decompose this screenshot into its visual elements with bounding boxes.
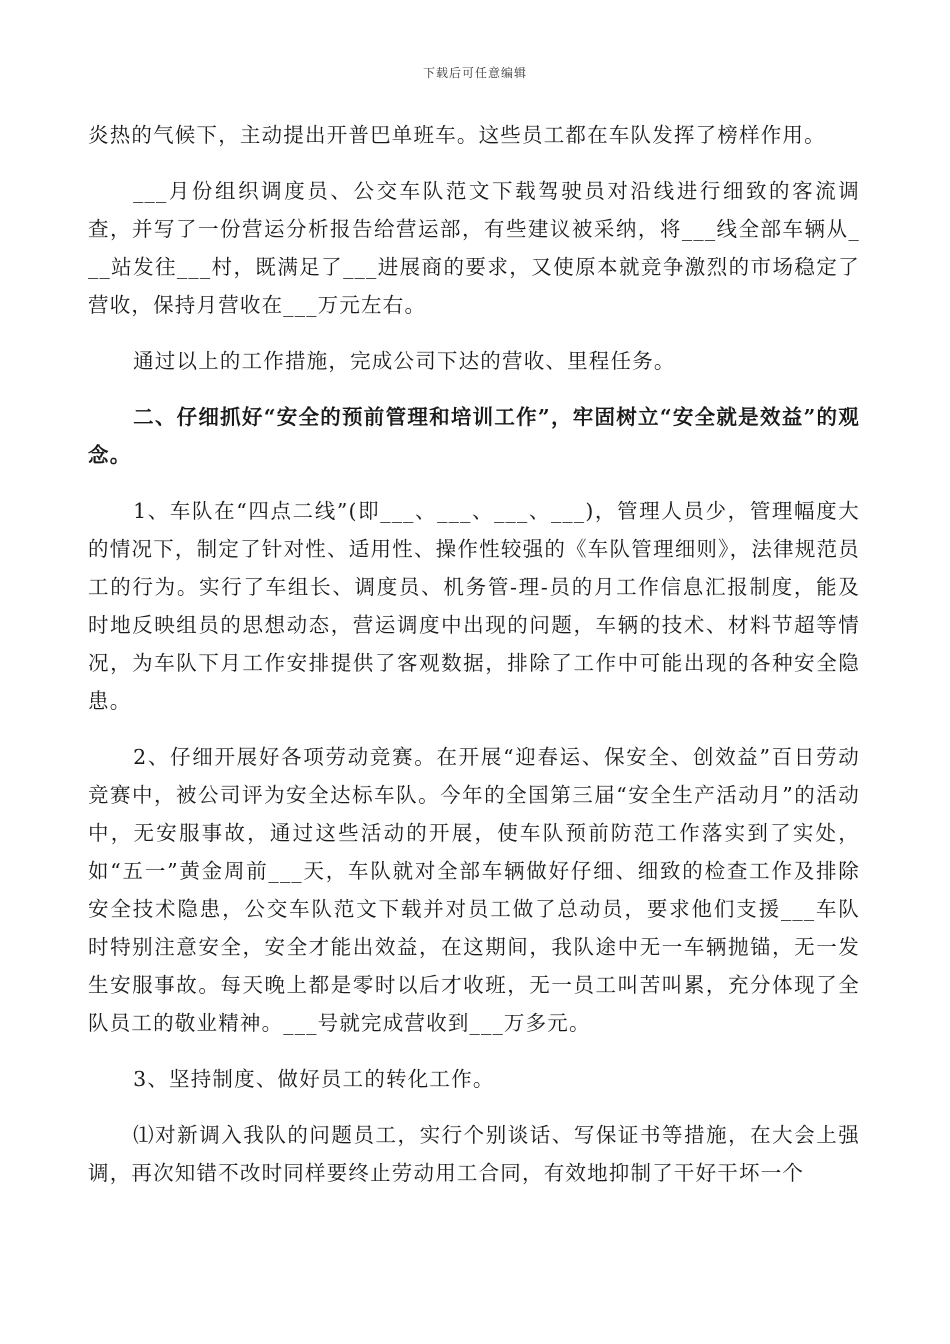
paragraph-summary: 通过以上的工作措施，完成公司下达的营收、里程任务。	[133, 349, 676, 373]
paragraph-subitem-1: ⑴对新调入我队的问题员工，实行个别谈话、写保证书等措施，在大会上强调，再次知错不改时同样要终止劳动用工合同，有效地抑制了干好干坏一个	[88, 1123, 860, 1185]
paragraph-continuation: 炎热的气候下，主动提出开普巴单班车。这些员工都在车队发挥了榜样作用。	[88, 123, 826, 147]
page-header-note: 下载后可任意编辑	[422, 66, 527, 80]
paragraph-item-2: 2、仔细开展好各项劳动竞赛。在开展“迎春运、保安全、创效益”百日劳动竞赛中，被公司评为安全达标车队。今年的全国第三届“安全生产活动月”的活动中，无安服事故，通过这些活动的开展，使车队预前防范工作落实到了实处，如“五一”黄金周前___天，车队就对全部车辆做好仔细、细致的检查工作及排除安全技术隐患，公交车队范文下载并对员工做了总动员，要求他们支援___车队时特别注意安全，安全才能出效益，在这期间，我队途中无一车辆抛锚，无一发生安服事故。每天晚上都是零时以后才收班，无一员工叫苦叫累，充分体现了全队员工的敬业精神。___号就完成营收到___万多元。	[88, 745, 860, 1035]
document-body	[88, 116, 860, 1192]
paragraph-item-3: 3、坚持制度、做好员工的转化工作。	[133, 1067, 495, 1091]
paragraph-item-1: 1、车队在“四点二线”(即___、___、___、___)，管理人员少，管理幅度大的情况下，制定了针对性、适用性、操作性较强的《车队管理细则》，法律规范员工的行为。实行了车组长、调度员、机务管-理-员的月工作信息汇报制度，能及时地反映组员的思想动态，营运调度中出现的问题，车辆的技术、材料节超等情况，为车队下月工作安排提供了客观数据，排除了工作中可能出现的各种安全隐患。	[88, 499, 860, 713]
section-heading-safety: 二、仔细抓好“安全的预前管理和培训工作”，牢固树立“安全就是效益”的观念。	[88, 405, 860, 467]
paragraph-survey: ___月份组织调度员、公交车队范文下载驾驶员对沿线进行细致的客流调查，并写了一份营运分析报告给营运部，有些建议被采纳，将___线全部车辆从___站发往___村，既满足了___进展商的要求，又使原本就竞争激烈的市场稳定了营收，保持月营收在___万元左右。	[88, 179, 860, 317]
